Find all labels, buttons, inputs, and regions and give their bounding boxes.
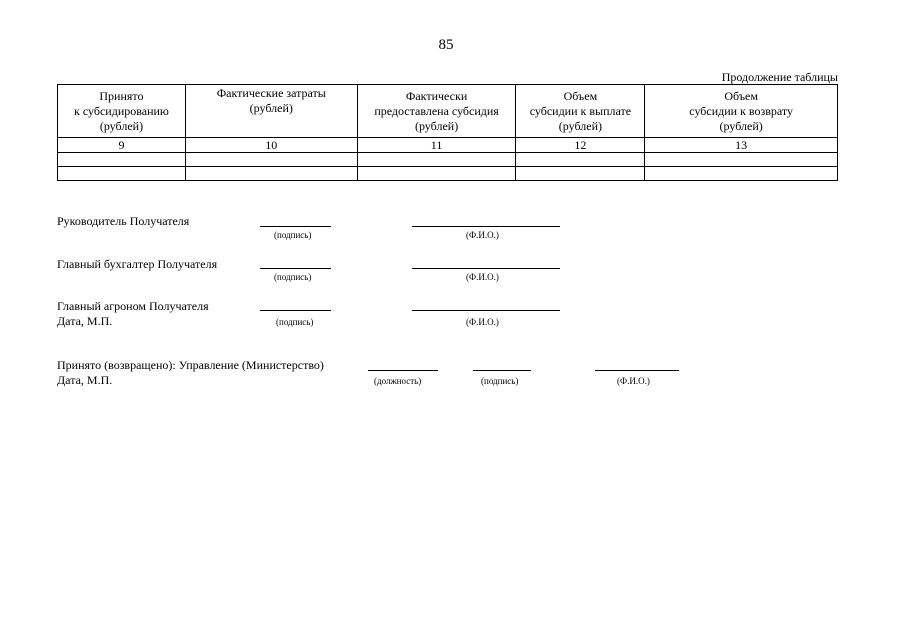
- header-line: субсидии к возврату: [689, 103, 794, 118]
- agronomist-name-line: [412, 310, 560, 311]
- acceptance-date-label: Дата, М.П.: [57, 373, 113, 387]
- table-cell: [357, 167, 516, 181]
- accountant-label: Главный бухгалтер Получателя: [57, 257, 218, 271]
- head-signature-line: [260, 226, 331, 227]
- table-row: [58, 153, 838, 167]
- acceptance-label: Принято (возвращено): Управление (Министерство): [57, 358, 324, 372]
- subsidy-table: [57, 84, 838, 181]
- agronomist-signature-line: [260, 310, 331, 311]
- header-line: предоставлена субсидия: [374, 103, 499, 118]
- header-actual-subsidy: [357, 85, 516, 138]
- header-line: Фактические затраты: [216, 86, 326, 100]
- table-cell: [357, 153, 516, 167]
- acceptance-signature-caption: (подпись): [481, 376, 519, 386]
- table-header-row: [58, 85, 838, 138]
- header-subsidy-return: [645, 85, 838, 138]
- table-cell: [645, 167, 838, 181]
- header-line: Объем: [563, 88, 598, 103]
- accountant-signature-line: [260, 268, 331, 269]
- header-line: (рублей): [414, 118, 459, 133]
- column-number: 9: [58, 138, 186, 153]
- header-line: (рублей): [99, 118, 144, 133]
- table-cell: [58, 167, 186, 181]
- header-line: субсидии к выплате: [529, 103, 632, 118]
- header-subsidy-payment: [516, 85, 645, 138]
- table-cell: [516, 153, 645, 167]
- header-line: Фактически: [405, 88, 468, 103]
- header-line: Объем: [724, 88, 758, 103]
- table-cell: [185, 167, 357, 181]
- agronomist-signature-caption: (подпись): [276, 317, 314, 327]
- header-line: (рублей): [719, 118, 763, 133]
- table-row: [58, 167, 838, 181]
- header-actual-costs: [185, 85, 357, 138]
- table-cell: [185, 153, 357, 167]
- column-number-row: [58, 138, 838, 153]
- agronomist-date-label: Дата, М.П.: [57, 314, 113, 328]
- header-line: (рублей): [249, 101, 293, 115]
- acceptance-name-line: [595, 370, 679, 371]
- header-line: Принято: [99, 88, 144, 103]
- continuation-label: Продолжение таблицы: [721, 70, 838, 84]
- accountant-signature-caption: (подпись): [274, 272, 312, 282]
- acceptance-position-caption: (должность): [374, 376, 422, 386]
- column-number: 13: [645, 138, 838, 153]
- head-name-caption: (Ф.И.О.): [466, 230, 499, 240]
- accountant-name-caption: (Ф.И.О.): [466, 272, 499, 282]
- table-cell: [645, 153, 838, 167]
- agronomist-name-caption: (Ф.И.О.): [466, 317, 499, 327]
- head-signature-caption: (подпись): [274, 230, 312, 240]
- column-number: 12: [516, 138, 645, 153]
- column-number: 11: [357, 138, 516, 153]
- table-cell: [58, 153, 186, 167]
- header-line: к субсидированию: [74, 103, 169, 118]
- agronomist-label: Главный агроном Получателя: [57, 299, 209, 313]
- acceptance-position-line: [368, 370, 438, 371]
- column-number: 10: [185, 138, 357, 153]
- acceptance-signature-line: [473, 370, 531, 371]
- acceptance-name-caption: (Ф.И.О.): [617, 376, 650, 386]
- accountant-name-line: [412, 268, 560, 269]
- header-accepted: [58, 85, 186, 138]
- page-number: 85: [438, 37, 454, 53]
- table-cell: [516, 167, 645, 181]
- header-line: (рублей): [558, 118, 602, 133]
- head-label: Руководитель Получателя: [57, 214, 190, 228]
- head-name-line: [412, 226, 560, 227]
